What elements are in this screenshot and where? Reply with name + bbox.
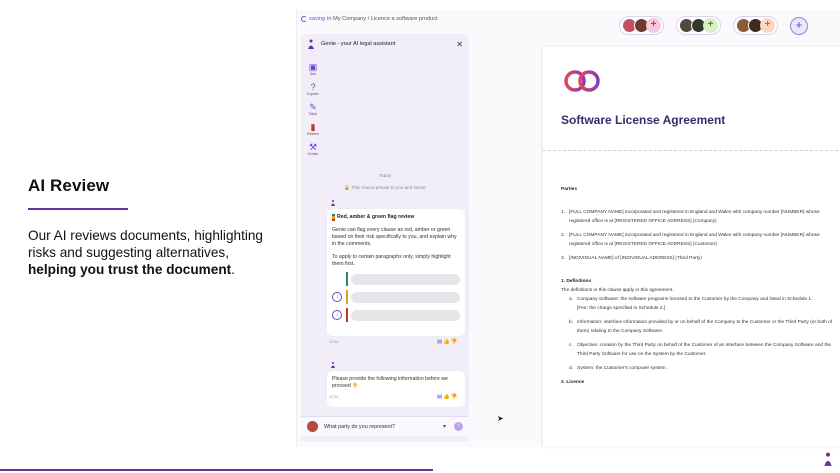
clause-number: c. bbox=[569, 343, 573, 348]
genie-message bbox=[327, 371, 465, 407]
saving-spinner-icon bbox=[301, 16, 307, 22]
genie-avatar-icon bbox=[331, 200, 335, 206]
clause-number: 3. bbox=[561, 256, 566, 261]
copy-icon[interactable]: ▤ bbox=[437, 394, 444, 400]
question-icon: ? bbox=[310, 82, 316, 92]
genie-avatar-icon bbox=[331, 362, 335, 368]
licence-heading: 2. Licence bbox=[561, 380, 585, 385]
add-collaborator-icon: + bbox=[760, 18, 775, 33]
option-skeleton[interactable] bbox=[332, 308, 460, 322]
definitions-intro: The definitions in this clause apply in this agreement. bbox=[561, 288, 674, 293]
tool-label: Create bbox=[307, 152, 319, 156]
private-note: 🔒 This chat is private to you and Genie bbox=[344, 185, 426, 190]
chat-input-row bbox=[301, 416, 469, 436]
rag-flag-icon bbox=[332, 214, 335, 221]
app-window bbox=[296, 10, 840, 447]
brand-logo-icon bbox=[823, 452, 833, 466]
document-page bbox=[543, 47, 840, 447]
promo-body-bold: helping you trust the document bbox=[28, 262, 232, 277]
option-skeleton[interactable] bbox=[332, 290, 460, 304]
thumbs-up-icon[interactable]: 👍 bbox=[443, 339, 451, 345]
thumbs-down-icon[interactable]: 👎 bbox=[450, 339, 459, 345]
party-clause bbox=[561, 231, 837, 249]
collaborator-group-third-party[interactable] bbox=[733, 16, 778, 35]
clause-text: Objective: creation by the Third Party on behalf of the Customer of an interface between the Company Software and the Third Party Software for use on the System by the Customer. bbox=[577, 343, 832, 357]
genie-header bbox=[301, 34, 469, 54]
chevron-down-icon[interactable]: ▾ bbox=[442, 424, 446, 430]
clause-number: 1. bbox=[561, 210, 566, 215]
definition-item bbox=[561, 304, 837, 313]
private-note-text: This chat is private to you and Genie bbox=[351, 185, 426, 190]
tool-label: Tailor bbox=[308, 112, 318, 116]
amber-bar bbox=[346, 290, 348, 304]
send-button[interactable]: ↑ bbox=[454, 422, 463, 431]
document-title: Software License Agreement bbox=[561, 113, 726, 127]
message-time: 12:34 bbox=[329, 395, 339, 399]
promo-underline bbox=[28, 208, 128, 210]
chat-icon: ▣ bbox=[308, 62, 318, 72]
message-text: Please provide the following information before we proceed 👇 bbox=[332, 376, 448, 389]
clause-text: [FULL COMPANY NAME] incorporated and registered in England and Wales with company number [NUMBER] whose registered office is at [REGISTERED OFFICE ADDRESS] (Company) bbox=[569, 210, 820, 224]
message-actions bbox=[437, 339, 459, 345]
tool-label: Explain bbox=[307, 92, 319, 96]
definition-item bbox=[561, 364, 837, 373]
collaborators bbox=[619, 16, 808, 35]
tool-label: Review bbox=[307, 132, 319, 136]
genie-logo-icon bbox=[307, 39, 315, 50]
definition-item bbox=[561, 295, 837, 304]
collaborator-group-customer[interactable] bbox=[676, 16, 721, 35]
red-bar bbox=[346, 308, 348, 322]
clause-number: d. bbox=[569, 366, 574, 371]
clause-text: System: the Customer's computer system. bbox=[577, 366, 667, 371]
thumbs-down-icon[interactable]: 👎 bbox=[450, 394, 459, 400]
clause-number: a. bbox=[569, 297, 574, 302]
clause-number: 2. bbox=[561, 233, 566, 238]
tool-tailor[interactable] bbox=[303, 102, 323, 116]
collaborator-group-company[interactable] bbox=[619, 16, 664, 35]
user-avatar bbox=[307, 421, 318, 432]
definitions-heading: 1. Definitions bbox=[561, 279, 592, 284]
message-actions bbox=[437, 394, 459, 400]
clause-text: [Fee: the charge specified in Schedule 2.] bbox=[577, 306, 666, 311]
promo-title: AI Review bbox=[28, 176, 110, 195]
clause-number: b. bbox=[569, 320, 574, 325]
green-bar bbox=[346, 272, 348, 286]
close-icon[interactable]: ✕ bbox=[456, 39, 463, 49]
wand-icon: ⚒ bbox=[308, 142, 318, 152]
tool-create[interactable] bbox=[303, 142, 323, 156]
clause-text: Company Software: the software programs licensed to the Customer by the Company and listed in Schedule 1. bbox=[577, 297, 813, 302]
clause-number bbox=[569, 304, 577, 313]
promo-body bbox=[28, 227, 278, 278]
party-select[interactable]: What party do you represent? bbox=[324, 423, 396, 430]
tool-ask[interactable] bbox=[303, 62, 323, 76]
genie-toolbar bbox=[303, 62, 323, 162]
promo-body-end: . bbox=[231, 262, 235, 277]
party-clause bbox=[561, 254, 837, 263]
tool-review[interactable] bbox=[303, 122, 323, 136]
definition-item bbox=[561, 341, 837, 359]
add-party-button[interactable]: + bbox=[790, 17, 808, 35]
breadcrumb bbox=[301, 16, 438, 22]
clause-text: Information: interface information provided by or on behalf of the Company to the Customer or the Third Party (or both of them) relating to the Company Software. bbox=[577, 320, 833, 334]
bottom-divider bbox=[0, 469, 433, 471]
message-title-text: Red, amber & green flag review bbox=[337, 214, 415, 220]
option-pill bbox=[351, 310, 460, 321]
promo-panel bbox=[28, 176, 278, 278]
company-logo-icon bbox=[563, 69, 601, 93]
breadcrumb-path[interactable]: in My Company / Licence a software product bbox=[327, 16, 438, 22]
message-title bbox=[332, 214, 460, 221]
clause-text: [FULL COMPANY NAME] incorporated and registered in England and Wales with company number [NUMBER] whose registered office is at [REGISTERED OFFICE ADDRESS] (Customer) bbox=[569, 233, 820, 247]
mouse-cursor-icon: ➤ bbox=[497, 414, 504, 423]
message-text: To apply to certain paragraphs only, simply highlight them first. bbox=[332, 254, 451, 267]
tool-explain[interactable] bbox=[303, 82, 323, 96]
definition-item bbox=[561, 318, 837, 336]
date-divider: Today bbox=[378, 173, 392, 178]
promo-body-text: Our AI reviews documents, highlighting risks and suggesting alternatives, bbox=[28, 228, 263, 260]
document-divider bbox=[543, 150, 840, 151]
add-collaborator-icon: + bbox=[646, 18, 661, 33]
tool-label: Ask bbox=[310, 72, 316, 76]
document-body[interactable] bbox=[561, 185, 837, 387]
option-pill bbox=[351, 274, 460, 285]
message-text: Genie can flag every clause as red, amber or green based on their risk specifically to you, and explain why in the comments. bbox=[332, 227, 457, 247]
thumbs-up-icon[interactable]: 👍 bbox=[443, 394, 451, 400]
genie-message bbox=[327, 209, 465, 336]
pen-icon: ✎ bbox=[309, 102, 317, 112]
saving-status: saving bbox=[309, 16, 326, 22]
option-skeleton[interactable] bbox=[332, 272, 460, 286]
flag-icon: ▮ bbox=[310, 122, 316, 132]
copy-icon[interactable]: ▤ bbox=[437, 339, 444, 345]
party-clause bbox=[561, 208, 837, 226]
genie-title: Genie - your AI legal assistant bbox=[321, 41, 396, 47]
add-collaborator-icon: + bbox=[703, 18, 718, 33]
message-time: 12:34 bbox=[329, 340, 339, 344]
clause-text: [INDIVIDUAL NAME] of [INDIVIDUAL ADDRESS] (Third Party) bbox=[569, 256, 702, 261]
download-icon: ↓ bbox=[332, 292, 342, 302]
download-icon: ↓ bbox=[332, 310, 342, 320]
parties-heading: Parties bbox=[561, 187, 577, 192]
genie-panel bbox=[301, 34, 469, 442]
option-pill bbox=[351, 292, 460, 303]
